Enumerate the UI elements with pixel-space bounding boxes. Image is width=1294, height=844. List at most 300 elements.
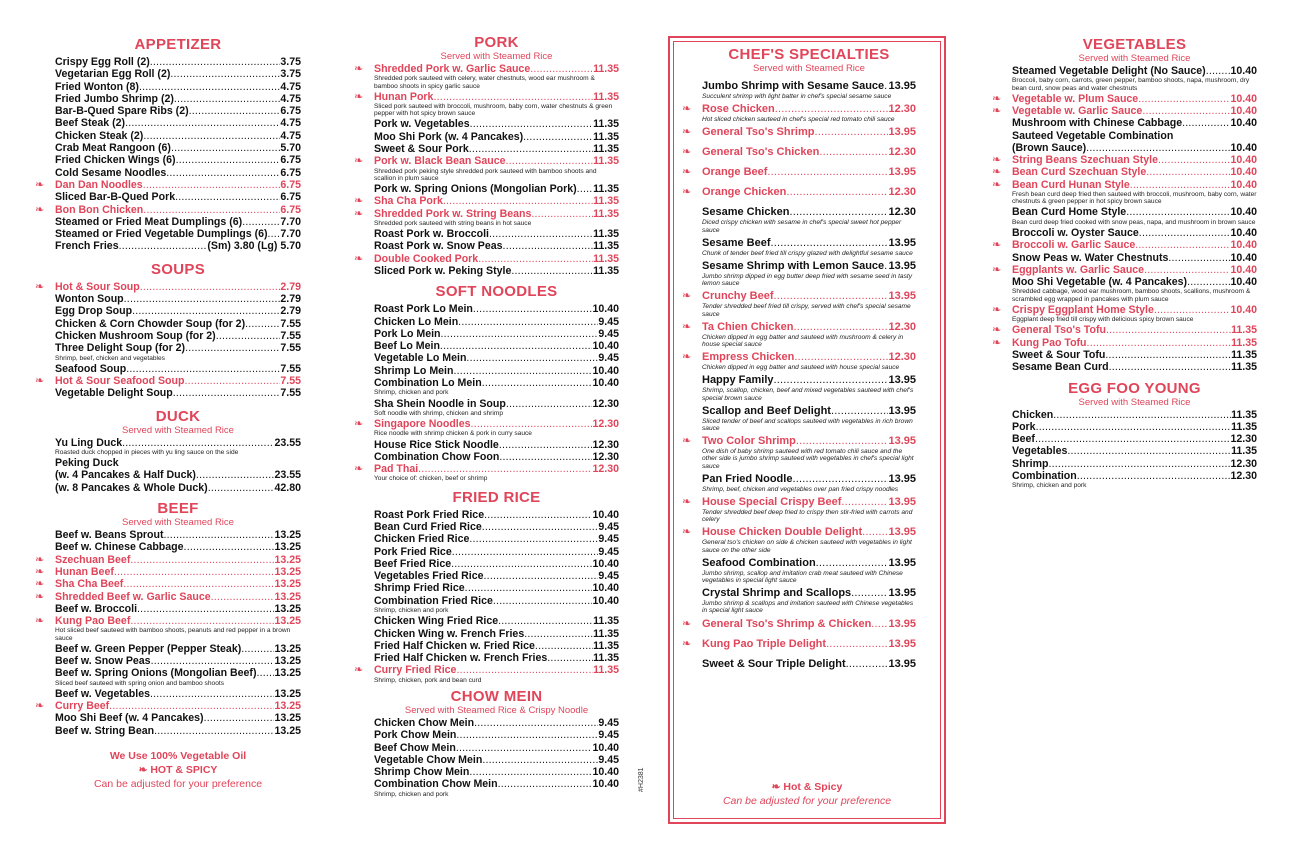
chef-item [682, 496, 916, 524]
item-price: 6.75 [280, 105, 301, 118]
item-name: Hot & Sour Seafood Soup [55, 375, 185, 388]
menu-item [374, 778, 619, 790]
leader-dots [577, 183, 593, 195]
item-name: Shredded Pork w. String Beans [374, 207, 532, 220]
item-name: Crispy Eggplant Home Style [1012, 303, 1154, 316]
leader-dots [841, 496, 888, 509]
leader-dots [1077, 470, 1231, 482]
item-name: Beef Steak (2) [55, 117, 126, 130]
chef-item [682, 126, 916, 139]
menu-section [354, 488, 619, 684]
menu-item [1012, 409, 1257, 421]
leader-dots [547, 652, 593, 664]
item-name: Kung Pao Tofu [1012, 336, 1087, 349]
item-price: 9.45 [598, 753, 619, 766]
leader-dots [140, 281, 281, 293]
item-name: Bean Curd Home Style [1012, 206, 1127, 219]
item-price: 4.75 [280, 92, 301, 105]
leader-dots [466, 352, 598, 364]
menu-item [682, 526, 916, 539]
item-price: 11.35 [593, 627, 619, 640]
leader-dots [819, 146, 888, 159]
item-price: 11.35 [593, 130, 619, 143]
leader-dots [473, 303, 593, 315]
item-name: Mushroom with Chinese Cabbage [1012, 117, 1183, 130]
menu-column-2 [354, 34, 619, 799]
item-price: 10.40 [1230, 117, 1257, 130]
vegetable-oil-note: We Use 100% Vegetable Oil [109, 750, 247, 763]
menu-item [354, 252, 619, 265]
leader-dots [126, 363, 280, 375]
leader-dots [166, 167, 280, 179]
leader-dots [132, 305, 280, 317]
menu-item [55, 318, 301, 330]
menu-item [35, 700, 301, 713]
item-name: Combination Fried Rice [374, 594, 493, 607]
item-name: Pork w. Vegetables [374, 118, 470, 131]
item-name: Fried Half Chicken w. French Fries [374, 652, 548, 665]
menu-item [55, 240, 301, 252]
item-description: Shrimp, chicken and pork [374, 790, 449, 798]
leader-dots [1139, 227, 1231, 239]
item-price: 10.40 [1230, 105, 1257, 117]
leader-dots [204, 712, 275, 724]
leader-dots [154, 725, 274, 737]
pepper-icon: ❧ [682, 637, 692, 650]
menu-item [992, 324, 1257, 337]
leader-dots [124, 293, 281, 305]
chef-item [682, 526, 916, 554]
menu-item [55, 216, 301, 228]
leader-dots [139, 81, 280, 93]
menu-item [55, 81, 301, 93]
chef-item [682, 435, 916, 470]
item-price: 11.35 [593, 90, 619, 103]
leader-dots [530, 63, 593, 75]
item-price: 11.35 [1231, 420, 1257, 433]
pepper-icon: ❧ [682, 290, 692, 303]
pepper-icon: ❧ [682, 496, 692, 509]
menu-item [374, 131, 619, 143]
leader-dots [216, 330, 281, 342]
section-subtitle: Served with Steamed Rice [122, 424, 234, 436]
menu-section [374, 688, 619, 798]
item-name: House Chicken Double Delight [702, 526, 863, 539]
item-name: Shrimp Lo Mein [374, 364, 454, 377]
item-price: 11.35 [593, 207, 619, 220]
menu-item [682, 637, 916, 651]
item-description: Shredded cabbage, wood ear mushroom, bamboo shoots, scallions, mushroom & scrambled egg wrapped in pancakes with plum sauce [1012, 288, 1251, 303]
leader-dots [482, 521, 599, 533]
leader-dots [130, 615, 274, 627]
leader-dots [1036, 421, 1232, 433]
adjust-note: Can be adjusted for your preference [722, 795, 892, 807]
leader-dots [119, 240, 208, 252]
leader-dots [171, 142, 280, 154]
pepper-icon: ❧ [35, 590, 45, 603]
item-price: 7.55 [280, 329, 301, 342]
leader-dots [794, 351, 888, 364]
item-name: Sha Cha Beef [55, 578, 124, 591]
item-price: 9.45 [598, 716, 619, 729]
item-description: One dish of baby shrimp sauteed with red tomato chili sauce and the other side is jumbo shrimp sauteed with vegetables in chef's special light sauce [702, 448, 914, 470]
item-description: Succulent shrimp with light batter in chef's special sesame sauce [702, 93, 892, 100]
menu-item [374, 729, 619, 741]
leader-dots [184, 375, 280, 387]
item-name: Steamed or Fried Meat Dumplings (6) [55, 215, 243, 228]
item-price: 4.75 [280, 129, 301, 142]
item-description: Sliced pork sauteed with broccoli, mushroom, baby corn, water chestnuts & green pepper with hot spicy brown sauce [374, 103, 613, 118]
item-name: Sauteed Vegetable Combination [1012, 129, 1174, 142]
menu-item [374, 742, 619, 754]
leader-dots [208, 482, 275, 494]
leader-dots [184, 541, 275, 553]
leader-dots [196, 469, 275, 481]
item-price: 7.55 [280, 387, 301, 400]
menu-item [35, 178, 301, 191]
item-price: 10.40 [592, 741, 619, 754]
item-price: 42.80 [274, 481, 301, 494]
item-price: 13.95 [888, 435, 916, 448]
chef-item [702, 80, 916, 100]
pepper-icon: ❧ [682, 126, 692, 139]
item-price: 11.35 [593, 143, 619, 155]
menu-item [374, 582, 619, 594]
chef-item [702, 587, 916, 614]
item-price: 10.40 [1230, 239, 1257, 252]
section-subtitle: Served with Steamed Rice [440, 51, 553, 62]
leader-dots [1106, 324, 1231, 336]
leader-dots [862, 526, 888, 539]
leader-dots [503, 240, 594, 252]
item-price: 12.30 [592, 397, 619, 410]
chef-item [702, 206, 916, 233]
menu-item [374, 766, 619, 778]
chef-item [682, 146, 916, 159]
item-price: 12.30 [888, 206, 916, 219]
menu-item [374, 509, 619, 521]
menu-item [55, 387, 301, 399]
menu-item [374, 595, 619, 607]
leader-dots [1154, 304, 1231, 316]
leader-dots [440, 340, 593, 352]
item-name: Beef w. Vegetables [55, 687, 150, 700]
item-price: 13.25 [274, 590, 301, 603]
item-name: Pork w. Black Bean Sauce [374, 155, 506, 168]
item-name: Crunchy Beef [702, 290, 774, 303]
item-name: Chicken [1012, 408, 1054, 421]
leader-dots [173, 387, 281, 399]
item-price: 13.95 [888, 236, 916, 249]
section-title: BEEF [157, 500, 199, 518]
menu-item [1012, 206, 1257, 218]
menu-item [682, 290, 916, 303]
item-price: 13.25 [274, 687, 301, 700]
item-name: Curry Beef [55, 700, 110, 713]
leader-dots [456, 729, 598, 741]
item-price: 9.45 [598, 545, 619, 558]
leader-dots [871, 618, 888, 631]
leader-dots [484, 509, 592, 521]
leader-dots [441, 328, 599, 340]
item-price: 13.25 [274, 724, 301, 737]
item-price: 13.25 [274, 655, 301, 668]
menu-item [374, 615, 619, 627]
item-description: Fresh bean curd deep fried then sauteed with broccoli, mushroom, baby corn, water chestnuts & green pepper in hot spicy brown sauce [1012, 191, 1257, 206]
item-price: 12.30 [888, 103, 916, 116]
item-name: Roast Pork w. Broccoli [374, 228, 489, 241]
menu-item [702, 237, 916, 250]
menu-item [55, 130, 301, 142]
menu-item [1012, 458, 1257, 470]
section-title: PORK [474, 34, 519, 51]
item-price: 10.40 [1230, 251, 1257, 264]
leader-dots [498, 615, 593, 627]
menu-item [35, 375, 301, 388]
item-name: Vegetables Fried Rice [374, 570, 484, 583]
menu-item [55, 154, 301, 166]
item-price: 13.95 [888, 617, 916, 630]
menu-item [682, 320, 916, 334]
leader-dots [150, 688, 274, 700]
item-name: (w. 4 Pancakes & Half Duck) [55, 469, 196, 482]
item-price: 13.95 [888, 80, 916, 92]
menu-item [1012, 276, 1257, 288]
item-name: Yu Ling Duck [55, 436, 123, 449]
menu-item [374, 377, 619, 389]
leader-dots [433, 91, 593, 103]
pepper-icon: ❧ [682, 146, 692, 159]
menu-item [55, 330, 301, 342]
item-name: Bean Curd Hunan Style [1012, 178, 1130, 191]
item-price: (Sm) 3.80 (Lg) 5.70 [207, 240, 301, 253]
menu-item [55, 712, 301, 724]
menu-item [1012, 361, 1257, 373]
menu-item [55, 655, 301, 667]
menu-item [702, 587, 916, 600]
chef-footer: ❧ Hot & Spicy Can be adjusted for your preference [670, 780, 944, 808]
menu-item [374, 365, 619, 377]
leader-dots [189, 105, 281, 117]
menu-item [374, 652, 619, 664]
item-name: Kung Pao Triple Delight [702, 637, 827, 650]
item-name: Beef [1012, 433, 1035, 446]
item-name: Broccoli w. Garlic Sauce [1012, 239, 1136, 252]
item-name: Combination Lo Mein [374, 377, 482, 390]
menu-section [354, 283, 619, 483]
item-price: 11.35 [1231, 361, 1257, 374]
item-name: Scallop and Beef Delight [702, 404, 831, 417]
item-price: 9.45 [598, 327, 619, 340]
item-description: Shrimp, chicken and pork [1012, 482, 1087, 490]
leader-dots [122, 437, 274, 449]
item-name: Fried Chicken Wings (6) [55, 154, 176, 167]
item-price: 23.55 [274, 469, 301, 482]
menu-item [374, 143, 619, 155]
item-name: (Brown Sauce) [1012, 141, 1087, 154]
item-name: Shrimp Chow Mein [374, 766, 470, 779]
item-name: Bean Curd Fried Rice [374, 520, 482, 533]
menu-item [35, 578, 301, 591]
item-name: Rose Chicken [702, 103, 775, 116]
item-price: 3.75 [280, 68, 301, 81]
menu-item [55, 342, 301, 354]
leader-dots [1109, 361, 1232, 373]
leader-dots [143, 130, 280, 142]
item-price: 13.25 [274, 529, 301, 542]
item-price: 6.75 [280, 178, 301, 191]
item-price: 11.35 [1231, 408, 1257, 421]
pepper-icon: ❧ [992, 303, 1002, 316]
item-price: 11.35 [593, 228, 619, 241]
pepper-icon: ❧ [992, 336, 1002, 349]
item-price: 10.40 [592, 364, 619, 377]
leader-dots [150, 56, 281, 68]
pepper-icon: ❧ [992, 324, 1002, 337]
pepper-icon: ❧ [771, 781, 781, 793]
menu-item [702, 557, 916, 570]
menu-item [1012, 227, 1257, 239]
item-name: General Tso's Shrimp [702, 126, 815, 139]
item-name: House Rice Stick Noodle [374, 438, 499, 451]
menu-item [35, 565, 301, 578]
leader-dots [1142, 105, 1230, 117]
leader-dots [499, 439, 593, 451]
menu-item [55, 529, 301, 541]
item-name: Vegetable w. Garlic Sauce [1012, 105, 1143, 117]
pepper-icon: ❧ [682, 186, 692, 199]
menu-item [55, 68, 301, 80]
item-price: 4.75 [280, 117, 301, 130]
leader-dots [185, 342, 280, 354]
leader-dots [470, 118, 593, 130]
item-name: Sha Shein Noodle in Soup [374, 397, 506, 410]
menu-item [55, 56, 301, 68]
item-price: 7.70 [280, 228, 301, 241]
item-name: General Tso's Chicken [702, 146, 820, 159]
item-name: Roast Pork Fried Rice [374, 508, 485, 521]
menu-item [702, 658, 916, 671]
leader-dots [456, 664, 593, 676]
item-name: Beef w. Spring Onions (Mongolian Beef) [55, 667, 257, 680]
pepper-icon: ❧ [35, 565, 45, 578]
item-description: Hot sliced beef sauteed with bamboo shoots, peanuts and red pepper in a brown sauce [55, 627, 291, 642]
menu-item [374, 521, 619, 533]
chef-item [682, 637, 916, 651]
item-name: Pan Fried Noodle [702, 472, 793, 485]
leader-dots [471, 418, 593, 430]
item-name: Fried Jumbo Shrimp (2) [55, 92, 174, 105]
pepper-icon: ❧ [992, 239, 1002, 252]
leader-dots [1146, 166, 1230, 178]
leader-dots [498, 778, 593, 790]
item-price: 13.25 [274, 667, 301, 680]
item-description: Chunk of tender beef fried till crispy glazed with delightful sesame sauce [702, 249, 913, 257]
item-name: Sesame Beef [702, 236, 771, 249]
item-price: 13.25 [274, 553, 301, 566]
menu-item [55, 142, 301, 154]
menu-item [55, 363, 301, 375]
leader-dots [1087, 337, 1232, 349]
leader-dots [524, 628, 593, 640]
chef-item [702, 405, 916, 432]
item-price: 10.40 [1230, 226, 1257, 239]
item-name: Combination Chow Mein [374, 778, 498, 791]
leader-dots [831, 405, 889, 418]
item-name: Hot & Sour Soup [55, 280, 140, 293]
leader-dots [241, 643, 274, 655]
menu-item [992, 239, 1257, 252]
item-price: 11.35 [593, 155, 619, 168]
pepper-icon: ❧ [992, 92, 1002, 105]
leader-dots [792, 473, 888, 486]
item-name: Crystal Shrimp and Scallops [702, 587, 852, 600]
menu-item [55, 167, 301, 179]
menu-item [1012, 421, 1257, 433]
leader-dots [489, 228, 593, 240]
item-price: 12.30 [1230, 457, 1257, 470]
item-price: 13.95 [888, 637, 916, 650]
menu-item [682, 126, 916, 139]
item-name: Empress Chicken [702, 351, 795, 364]
item-name: Chicken Lo Mein [374, 315, 459, 328]
leader-dots [452, 546, 599, 558]
item-name: Wonton Soup [55, 293, 124, 306]
item-price: 12.30 [888, 146, 916, 159]
menu-item [992, 336, 1257, 349]
pepper-icon: ❧ [35, 178, 45, 191]
item-price: 12.30 [592, 450, 619, 463]
pepper-icon: ❧ [682, 526, 692, 539]
item-price: 11.35 [593, 195, 619, 208]
item-name: Kung Pao Beef [55, 615, 131, 628]
item-name: Chicken Wing w. French Fries [374, 627, 525, 640]
item-name: Sesame Bean Curd [1012, 361, 1109, 374]
item-price: 7.55 [280, 342, 301, 355]
leader-dots [796, 435, 889, 448]
menu-item [55, 457, 301, 469]
pepper-icon: ❧ [354, 418, 364, 431]
menu-item [992, 166, 1257, 179]
item-description: Sliced beef sauteed with spring onion and bamboo shoots [55, 679, 224, 687]
item-price: 11.35 [593, 652, 619, 665]
chef-item [702, 557, 916, 584]
chef-item [702, 658, 916, 671]
leader-dots [137, 603, 274, 615]
leader-dots [1035, 433, 1231, 445]
leader-dots [1049, 458, 1231, 470]
item-price: 10.40 [1230, 65, 1257, 77]
item-name: Cold Sesame Noodles [55, 166, 167, 179]
menu-item [55, 228, 301, 240]
menu-item [55, 437, 301, 449]
leader-dots [1138, 93, 1230, 105]
leader-dots [174, 93, 280, 105]
item-price: 6.75 [280, 154, 301, 167]
leader-dots [245, 318, 280, 330]
menu-item [1012, 433, 1257, 445]
item-price: 13.95 [888, 587, 916, 600]
pepper-icon: ❧ [354, 463, 364, 476]
item-price: 6.75 [280, 191, 301, 204]
menu-item [374, 352, 619, 364]
menu-item [1012, 470, 1257, 482]
menu-item [55, 469, 301, 481]
menu-item [374, 558, 619, 570]
leader-dots [1067, 445, 1231, 457]
leader-dots [211, 591, 275, 603]
leader-dots [851, 587, 888, 600]
